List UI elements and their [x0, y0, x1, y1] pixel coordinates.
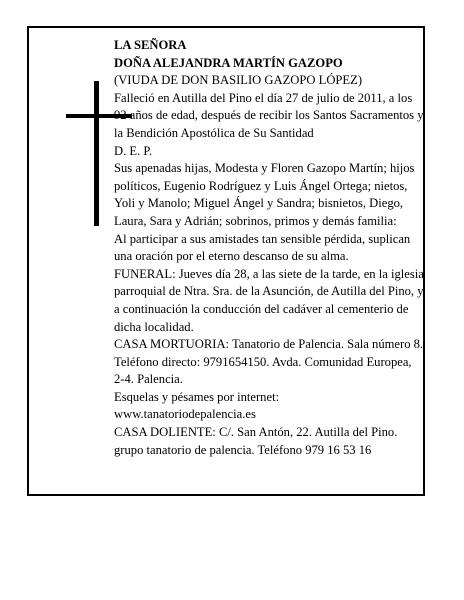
family-paragraph: Sus apenadas hijas, Modesta y Floren Gazopo Martín; hijos políticos, Eugenio Rodríguez y Luis Ángel Ortega; nietos, Yoli y Manolo; Miguel Ángel y Sandra; bisnietos, Diego, Laura, Sara y Adrián; sobrinos, primos y demás familia:: [114, 161, 415, 228]
obituary-text: [114, 37, 424, 459]
home-paragraph: CASA DOLIENTE: C/. San Antón, 22. Autilla del Pino.: [114, 425, 398, 440]
notice-heading-title: LA SEÑORA: [114, 38, 187, 52]
rip-line: D. E. P.: [114, 143, 153, 158]
cross-vertical-bar: [94, 81, 99, 226]
website-text: www.tanatoriodepalencia.es: [114, 407, 256, 422]
widow-line: (VIUDA DE DON BASILIO GAZOPO LÓPEZ): [114, 73, 363, 88]
funeral-paragraph: FUNERAL: Jueves día 28, a las siete de la tarde, en la iglesia parroquial de Ntra. Sra. de la Asunción, de Autilla del Pino, y a continuación la conducción del cadáver al cementerio de dicha localidad.: [114, 266, 424, 334]
footer-text: grupo tanatorio de palencia. Teléfono 979 16 53 16: [114, 442, 372, 457]
mortuary-paragraph: CASA MORTUORIA: Tanatorio de Palencia. Sala número 8. Teléfono directo: 9791654150. Avda. Comunidad Europea, 2-4. Palencia.: [114, 337, 424, 387]
condolences-label: Esquelas y pésames por internet:: [114, 389, 280, 404]
request-paragraph: Al participar a sus amistades tan sensible pérdida, suplican una oración por el eterno descanso de su alma.: [114, 231, 411, 264]
death-paragraph: Falleció en Autilla del Pino el día 27 de julio de 2011, a los 92 años de edad, después de recibir los Santos Sacramentos y la Bendición Apostólica de Su Santidad: [114, 90, 424, 140]
notice-heading-name: DOÑA ALEJANDRA MARTÍN GAZOPO: [114, 55, 343, 70]
